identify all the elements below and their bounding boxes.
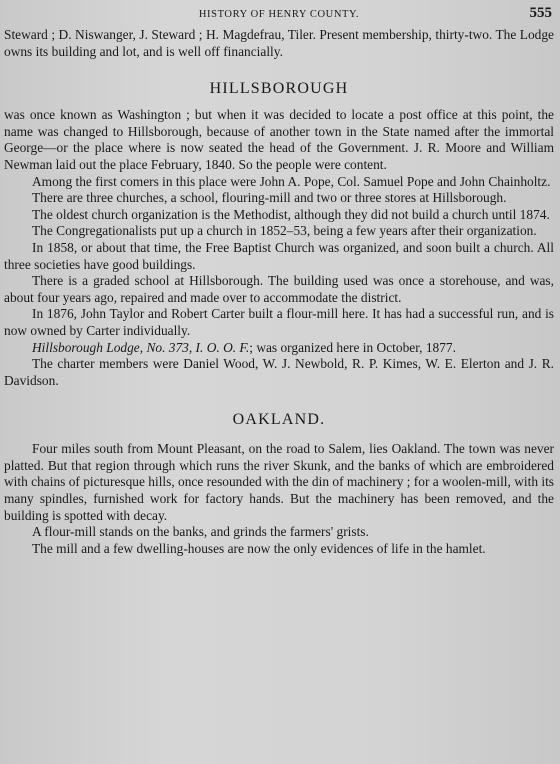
running-header (4, 6, 554, 24)
section-heading-oakland: OAKLAND. (232, 411, 326, 429)
hillsborough-paragraph-7: There is a graded school at Hillsborough. The building used was once a storehouse, and was, about four years ago, repaired and made over to accommodate the district. (4, 273, 554, 305)
lodge-paragraph (4, 340, 554, 357)
hillsborough-paragraph-6: In 1858, or about that time, the Free Baptist Church was organized, and soon built a church. All three societies have good buildings. (4, 239, 554, 272)
hillsborough-paragraph-5: The Congregationalists put up a church in 1852–53, being a few years after their organization. (32, 223, 537, 239)
charter-members-paragraph: The charter members were Daniel Wood, W. J. Newbold, R. P. Kimes, W. E. Elerton and J. R. Davidson. (4, 356, 554, 388)
hillsborough-paragraph-4: The oldest church organization is the Methodist, although they did not build a church until 1874. (32, 206, 550, 222)
lodge-name: Hillsborough Lodge, No. 373, I. O. O. F. (32, 339, 250, 355)
lodge-details: ; was organized here in October, 1877. (249, 339, 456, 355)
hillsborough-paragraph-8: In 1876, John Taylor and Robert Carter built a flour-mill here. It has had a successful run, and is now owned by Carter individually. (4, 306, 554, 338)
hillsborough-paragraph-2: Among the first comers in this place were John A. Pope, Col. Samuel Pope and John Chainholtz. (32, 173, 551, 189)
page-number: 555 (529, 5, 552, 21)
intro-paragraph: Steward ; D. Niswanger, J. Steward ; H. Magdefrau, Tiler. Present membership, thirty-two. The Lodge owns its building and lot, and is well off financially. (4, 27, 554, 59)
hillsborough-paragraph-1: was once known as Washington ; but when it was decided to locate a post office at this point, the name was changed to Hillsborough, because of another town in the State named after the immortal George—or the place where is now seated the head of the Government. J. R. Moore and William Newman laid out the place February, 1840. So the people were content. (4, 107, 554, 172)
oakland-paragraph-3: The mill and a few dwelling-houses are now the only evidences of life in the hamlet. (32, 540, 486, 556)
oakland-paragraph-2: A flour-mill stands on the banks, and grinds the farmers' grists. (32, 524, 369, 540)
oakland-paragraph-1: Four miles south from Mount Pleasant, on the road to Salem, lies Oakland. The town was never platted. But that region through which runs the river Skunk, and the banks of which are embroidered with chains of picturesque hills, once resounded with the din of machinery ; for a woolen-mill, with its many spindles, furnished work for factory hands. But the machinery has been removed, and the building is spotted with decay. (4, 441, 555, 523)
hillsborough-paragraph-3: There are three churches, a school, flouring-mill and two or three stores at Hillsborough. (32, 190, 507, 206)
section-heading-hillsborough: HILLSBOROUGH (209, 80, 349, 98)
running-title: HISTORY OF HENRY COUNTY. (198, 9, 360, 20)
